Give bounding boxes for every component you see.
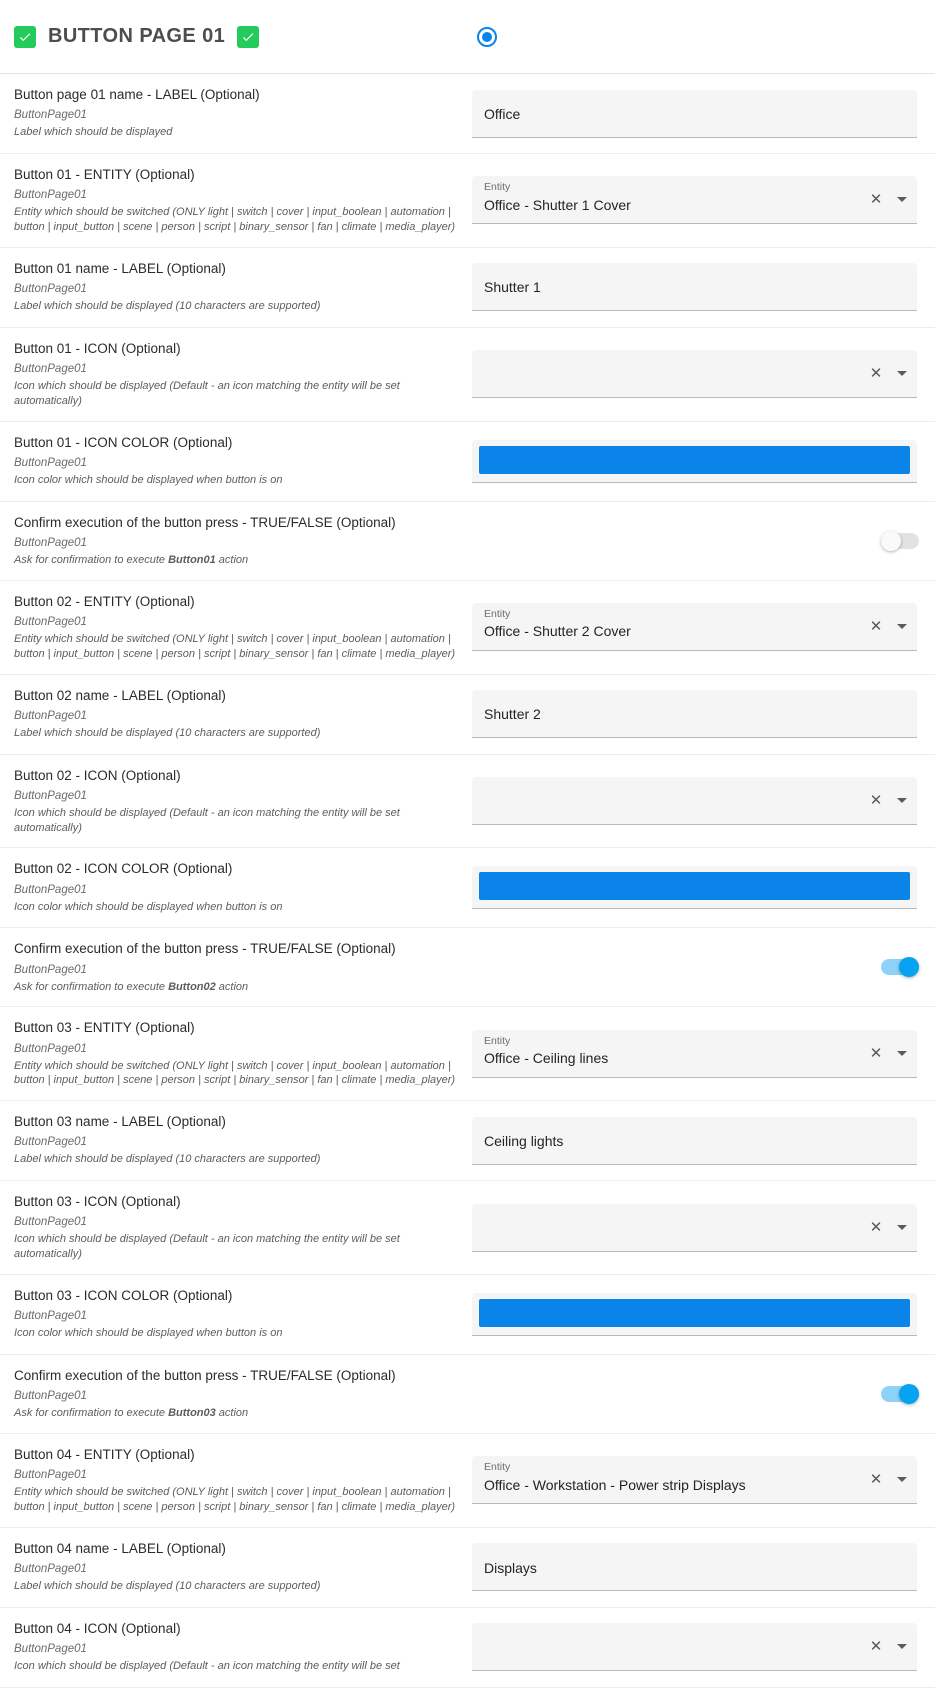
row-label-button01-name (0, 248, 472, 327)
entity-picker-button03-entity[interactable] (472, 1030, 917, 1078)
row-control-button02-iconcolor (472, 848, 935, 927)
row-description: Label which should be displayed (10 characters are supported) (14, 1153, 321, 1166)
row-control-button04-name (472, 1528, 935, 1607)
setting-row-button03-confirm (0, 1355, 935, 1434)
row-description: Entity which should be switched (ONLY light | switch | cover | input_boolean | automation | button | input_button | scene | person | script | binary_sensor | fan | climate | media_player) (14, 206, 456, 233)
row-description: Label which should be displayed (10 characters are supported) (14, 1580, 321, 1593)
row-title: Button 01 - ENTITY (Optional) (14, 167, 195, 182)
row-description: Icon which should be displayed (Default - an icon matching the entity will be set automatically) (14, 1233, 400, 1261)
row-description: Icon which should be displayed (Default - an icon matching the entity will be set (14, 1660, 400, 1673)
setting-row-button01-name (0, 248, 935, 328)
row-control-button01-confirm (472, 502, 935, 580)
entity-field-actions (867, 1471, 907, 1489)
row-description: Label which should be displayed (10 characters are supported) (14, 726, 321, 739)
input-value: Office (484, 105, 521, 122)
row-description: Entity which should be switched (ONLY light | switch | cover | input_boolean | automation | button | input_button | scene | person | script | binary_sensor | fan | climate | media_player) (14, 1486, 456, 1514)
setting-row-button02-name (0, 675, 935, 755)
row-description-suffix: action (215, 553, 249, 566)
row-description-prefix: Ask for confirmation to execute (14, 980, 169, 993)
entity-picker-button01-icon[interactable] (472, 350, 917, 398)
row-subtitle: ButtonPage01 (14, 1042, 87, 1055)
setting-row-button01-icon (0, 328, 935, 422)
entity-picker-button01-entity[interactable] (472, 176, 917, 224)
row-title: Button 04 - ENTITY (Optional) (14, 1447, 195, 1463)
row-control-button03-entity (472, 1007, 935, 1100)
setting-row-button03-name (0, 1101, 935, 1181)
setting-row-button02-confirm (0, 928, 935, 1007)
color-swatch[interactable] (479, 872, 910, 900)
entity-field-label: Entity (484, 181, 511, 194)
row-description-suffix: action (215, 1407, 249, 1420)
row-description-prefix: Ask for confirmation to execute (14, 553, 169, 566)
row-label-button04-name (0, 1528, 472, 1607)
text-input-button01-name[interactable] (472, 263, 917, 311)
row-subtitle: ButtonPage01 (14, 1390, 87, 1403)
setting-row-button03-entity (0, 1007, 935, 1101)
chevron-down-icon[interactable] (897, 798, 907, 803)
row-description-target: Button02 (168, 980, 216, 993)
row-subtitle: ButtonPage01 (14, 456, 87, 469)
row-label-button01-entity (0, 154, 472, 247)
row-subtitle: ButtonPage01 (14, 1563, 87, 1576)
row-description: Label which should be displayed (10 characters are supported) (14, 300, 321, 312)
close-icon[interactable]: ✕ (869, 365, 883, 383)
toggle-knob (881, 531, 901, 551)
row-description (14, 553, 458, 568)
row-subtitle: ButtonPage01 (14, 709, 87, 722)
row-title: Confirm execution of the button press - TRUE/FALSE (Optional) (14, 941, 396, 957)
input-value: Shutter 1 (484, 279, 541, 296)
row-description-target: Button01 (168, 553, 216, 566)
row-label-button02-icon (0, 755, 472, 848)
row-description: Icon color which should be displayed when button is on (14, 1327, 283, 1340)
chevron-down-icon[interactable] (897, 1644, 907, 1649)
row-subtitle: ButtonPage01 (14, 1469, 87, 1482)
entity-picker-button02-icon[interactable] (472, 777, 917, 825)
toggle-knob (899, 1384, 919, 1404)
row-description: Entity which should be switched (ONLY light | switch | cover | input_boolean | automation | button | input_button | scene | person | script | binary_sensor | fan | climate | media_player) (14, 1059, 456, 1087)
row-description-target: Button03 (168, 1407, 216, 1420)
text-input-button03-name[interactable] (472, 1117, 917, 1165)
color-picker-button02-iconcolor[interactable] (472, 866, 917, 909)
row-control-button02-confirm (472, 928, 935, 1006)
setting-row-button01-iconcolor (0, 422, 935, 502)
close-icon[interactable]: ✕ (869, 1218, 883, 1236)
entity-field-actions (867, 1638, 907, 1656)
setting-row-button02-icon (0, 755, 935, 849)
chevron-down-icon[interactable] (897, 371, 907, 376)
entity-field-actions (867, 1044, 907, 1062)
row-control-button02-icon (472, 755, 935, 848)
row-label-button03-iconcolor (0, 1275, 472, 1354)
entity-picker-button02-entity[interactable] (472, 603, 917, 651)
row-title: Confirm execution of the button press - TRUE/FALSE (Optional) (14, 1368, 396, 1384)
close-icon[interactable]: ✕ (869, 618, 883, 636)
chevron-down-icon[interactable] (897, 1225, 907, 1230)
row-title: Button 02 - ICON (Optional) (14, 767, 181, 783)
row-title: Button 02 - ENTITY (Optional) (14, 593, 195, 609)
row-title: Button 02 name - LABEL (Optional) (14, 687, 226, 703)
row-label-button04-entity (0, 1434, 472, 1527)
input-value: Displays (484, 1559, 537, 1576)
row-subtitle: ButtonPage01 (14, 1216, 87, 1229)
row-subtitle: ButtonPage01 (14, 615, 87, 628)
row-label-button03-entity (0, 1007, 472, 1100)
close-icon[interactable]: ✕ (869, 191, 883, 209)
row-description: Icon which should be displayed (Default - an icon matching the entity will be set automatically) (14, 806, 400, 834)
page-header (0, 0, 935, 74)
row-subtitle: ButtonPage01 (14, 789, 87, 802)
setting-row-button01-confirm (0, 502, 935, 581)
row-subtitle: ButtonPage01 (14, 283, 87, 296)
row-description (14, 1406, 458, 1421)
row-subtitle: ButtonPage01 (14, 109, 87, 122)
row-title: Button 01 - ICON COLOR (Optional) (14, 434, 233, 450)
row-title: Button 03 - ICON (Optional) (14, 1194, 181, 1210)
toggle-button02-confirm[interactable] (881, 959, 919, 975)
input-value: Shutter 2 (484, 706, 541, 723)
row-control-button04-entity (472, 1434, 935, 1527)
entity-picker-button04-icon[interactable] (472, 1623, 917, 1671)
entity-field-actions (867, 791, 907, 809)
chevron-down-icon[interactable] (897, 624, 907, 629)
row-title: Button 03 name - LABEL (Optional) (14, 1114, 226, 1130)
radio-dot-icon (482, 32, 492, 42)
row-description-suffix: action (215, 980, 249, 993)
entity-value: Office - Workstation - Power strip Displays (484, 1476, 746, 1493)
setting-row-button03-icon (0, 1181, 935, 1275)
entity-field-label: Entity (484, 1034, 511, 1047)
row-label-button01-confirm (0, 502, 472, 580)
row-subtitle: ButtonPage01 (14, 963, 87, 976)
row-label-button01-iconcolor (0, 422, 472, 501)
row-label-page-name (0, 74, 472, 153)
row-title: Confirm execution of the button press - TRUE/FALSE (Optional) (14, 514, 396, 530)
row-subtitle: ButtonPage01 (14, 536, 87, 549)
row-description: Icon which should be displayed (Default - an icon matching the entity will be set automatically) (14, 380, 400, 407)
row-description: Icon color which should be displayed when button is on (14, 473, 283, 486)
chevron-down-icon[interactable] (897, 1477, 907, 1482)
close-icon[interactable]: ✕ (869, 1471, 883, 1489)
color-swatch[interactable] (479, 1299, 910, 1327)
close-icon[interactable]: ✕ (869, 1044, 883, 1062)
chevron-down-icon[interactable] (897, 197, 907, 202)
row-label-button03-confirm (0, 1355, 472, 1433)
color-swatch[interactable] (479, 446, 910, 474)
page-title: BUTTON PAGE 01 (48, 25, 226, 47)
row-control-button02-name (472, 675, 935, 754)
entity-field-label: Entity (484, 1461, 511, 1474)
row-subtitle: ButtonPage01 (14, 1136, 87, 1149)
settings-rows (0, 74, 935, 1688)
setting-row-button04-entity (0, 1434, 935, 1528)
row-label-button04-icon (0, 1608, 472, 1687)
input-value: Ceiling lights (484, 1132, 564, 1149)
toggle-knob (899, 957, 919, 977)
row-subtitle: ButtonPage01 (14, 189, 87, 202)
row-description-prefix: Ask for confirmation to execute (14, 1407, 169, 1420)
row-description: Label which should be displayed (14, 126, 173, 139)
row-control-button01-iconcolor (472, 422, 935, 501)
entity-value: Office - Shutter 1 Cover (484, 196, 631, 213)
color-picker-button03-iconcolor[interactable] (472, 1293, 917, 1336)
row-subtitle: ButtonPage01 (14, 883, 87, 896)
header-radio-button[interactable] (477, 27, 497, 47)
row-control-button03-iconcolor (472, 1275, 935, 1354)
row-title: Button page 01 name - LABEL (Optional) (14, 87, 260, 102)
row-label-button03-icon (0, 1181, 472, 1274)
row-control-button03-icon (472, 1181, 935, 1274)
chevron-down-icon[interactable] (897, 1051, 907, 1056)
header-checkbox-right[interactable] (237, 26, 259, 48)
row-title: Button 04 name - LABEL (Optional) (14, 1540, 226, 1556)
row-title: Button 01 - ICON (Optional) (14, 340, 181, 356)
row-control-button01-name (472, 248, 935, 327)
close-icon[interactable]: ✕ (869, 1638, 883, 1656)
row-title: Button 01 name - LABEL (Optional) (14, 260, 226, 276)
row-title: Button 04 - ICON (Optional) (14, 1620, 181, 1636)
entity-field-actions (867, 618, 907, 636)
entity-value: Office - Shutter 2 Cover (484, 623, 631, 640)
row-control-page-name (472, 74, 935, 153)
header-checkbox-left[interactable] (14, 26, 36, 48)
row-title: Button 03 - ENTITY (Optional) (14, 1020, 195, 1036)
row-control-button01-icon (472, 328, 935, 421)
toggle-button01-confirm[interactable] (881, 533, 919, 549)
row-label-button02-entity (0, 581, 472, 674)
color-picker-button01-iconcolor[interactable] (472, 440, 917, 483)
row-description: Icon color which should be displayed when button is on (14, 900, 283, 913)
text-input-page-name[interactable] (472, 90, 917, 138)
row-title: Button 03 - ICON COLOR (Optional) (14, 1288, 233, 1304)
row-label-button01-icon (0, 328, 472, 421)
header-radio-wrap (477, 27, 497, 47)
setting-row-button04-icon (0, 1608, 935, 1688)
setting-row-button02-iconcolor (0, 848, 935, 928)
row-description: Entity which should be switched (ONLY light | switch | cover | input_boolean | automation | button | input_button | scene | person | script | binary_sensor | fan | climate | media_player) (14, 632, 456, 660)
row-label-button02-name (0, 675, 472, 754)
row-label-button03-name (0, 1101, 472, 1180)
row-subtitle: ButtonPage01 (14, 1310, 87, 1323)
setting-row-button02-entity (0, 581, 935, 675)
setting-row-button01-entity (0, 154, 935, 248)
row-label-button02-confirm (0, 928, 472, 1006)
row-control-button04-icon (472, 1608, 935, 1687)
row-subtitle: ButtonPage01 (14, 1643, 87, 1656)
setting-row-page-name (0, 74, 935, 154)
row-label-button02-iconcolor (0, 848, 472, 927)
entity-field-actions (867, 191, 907, 209)
row-control-button03-name (472, 1101, 935, 1180)
toggle-button03-confirm[interactable] (881, 1386, 919, 1402)
row-description (14, 980, 458, 995)
text-input-button04-name[interactable] (472, 1543, 917, 1591)
close-icon[interactable]: ✕ (869, 791, 883, 809)
entity-field-label: Entity (484, 608, 511, 621)
text-input-button02-name[interactable] (472, 690, 917, 738)
setting-row-button04-name (0, 1528, 935, 1608)
row-control-button02-entity (472, 581, 935, 674)
entity-value: Office - Ceiling lines (484, 1049, 609, 1066)
row-control-button03-confirm (472, 1355, 935, 1433)
entity-picker-button03-icon[interactable] (472, 1204, 917, 1252)
row-subtitle: ButtonPage01 (14, 363, 87, 376)
entity-field-actions (867, 1218, 907, 1236)
setting-row-button03-iconcolor (0, 1275, 935, 1355)
row-control-button01-entity (472, 154, 935, 247)
entity-picker-button04-entity[interactable] (472, 1456, 917, 1504)
row-title: Button 02 - ICON COLOR (Optional) (14, 861, 233, 877)
entity-field-actions (867, 365, 907, 383)
